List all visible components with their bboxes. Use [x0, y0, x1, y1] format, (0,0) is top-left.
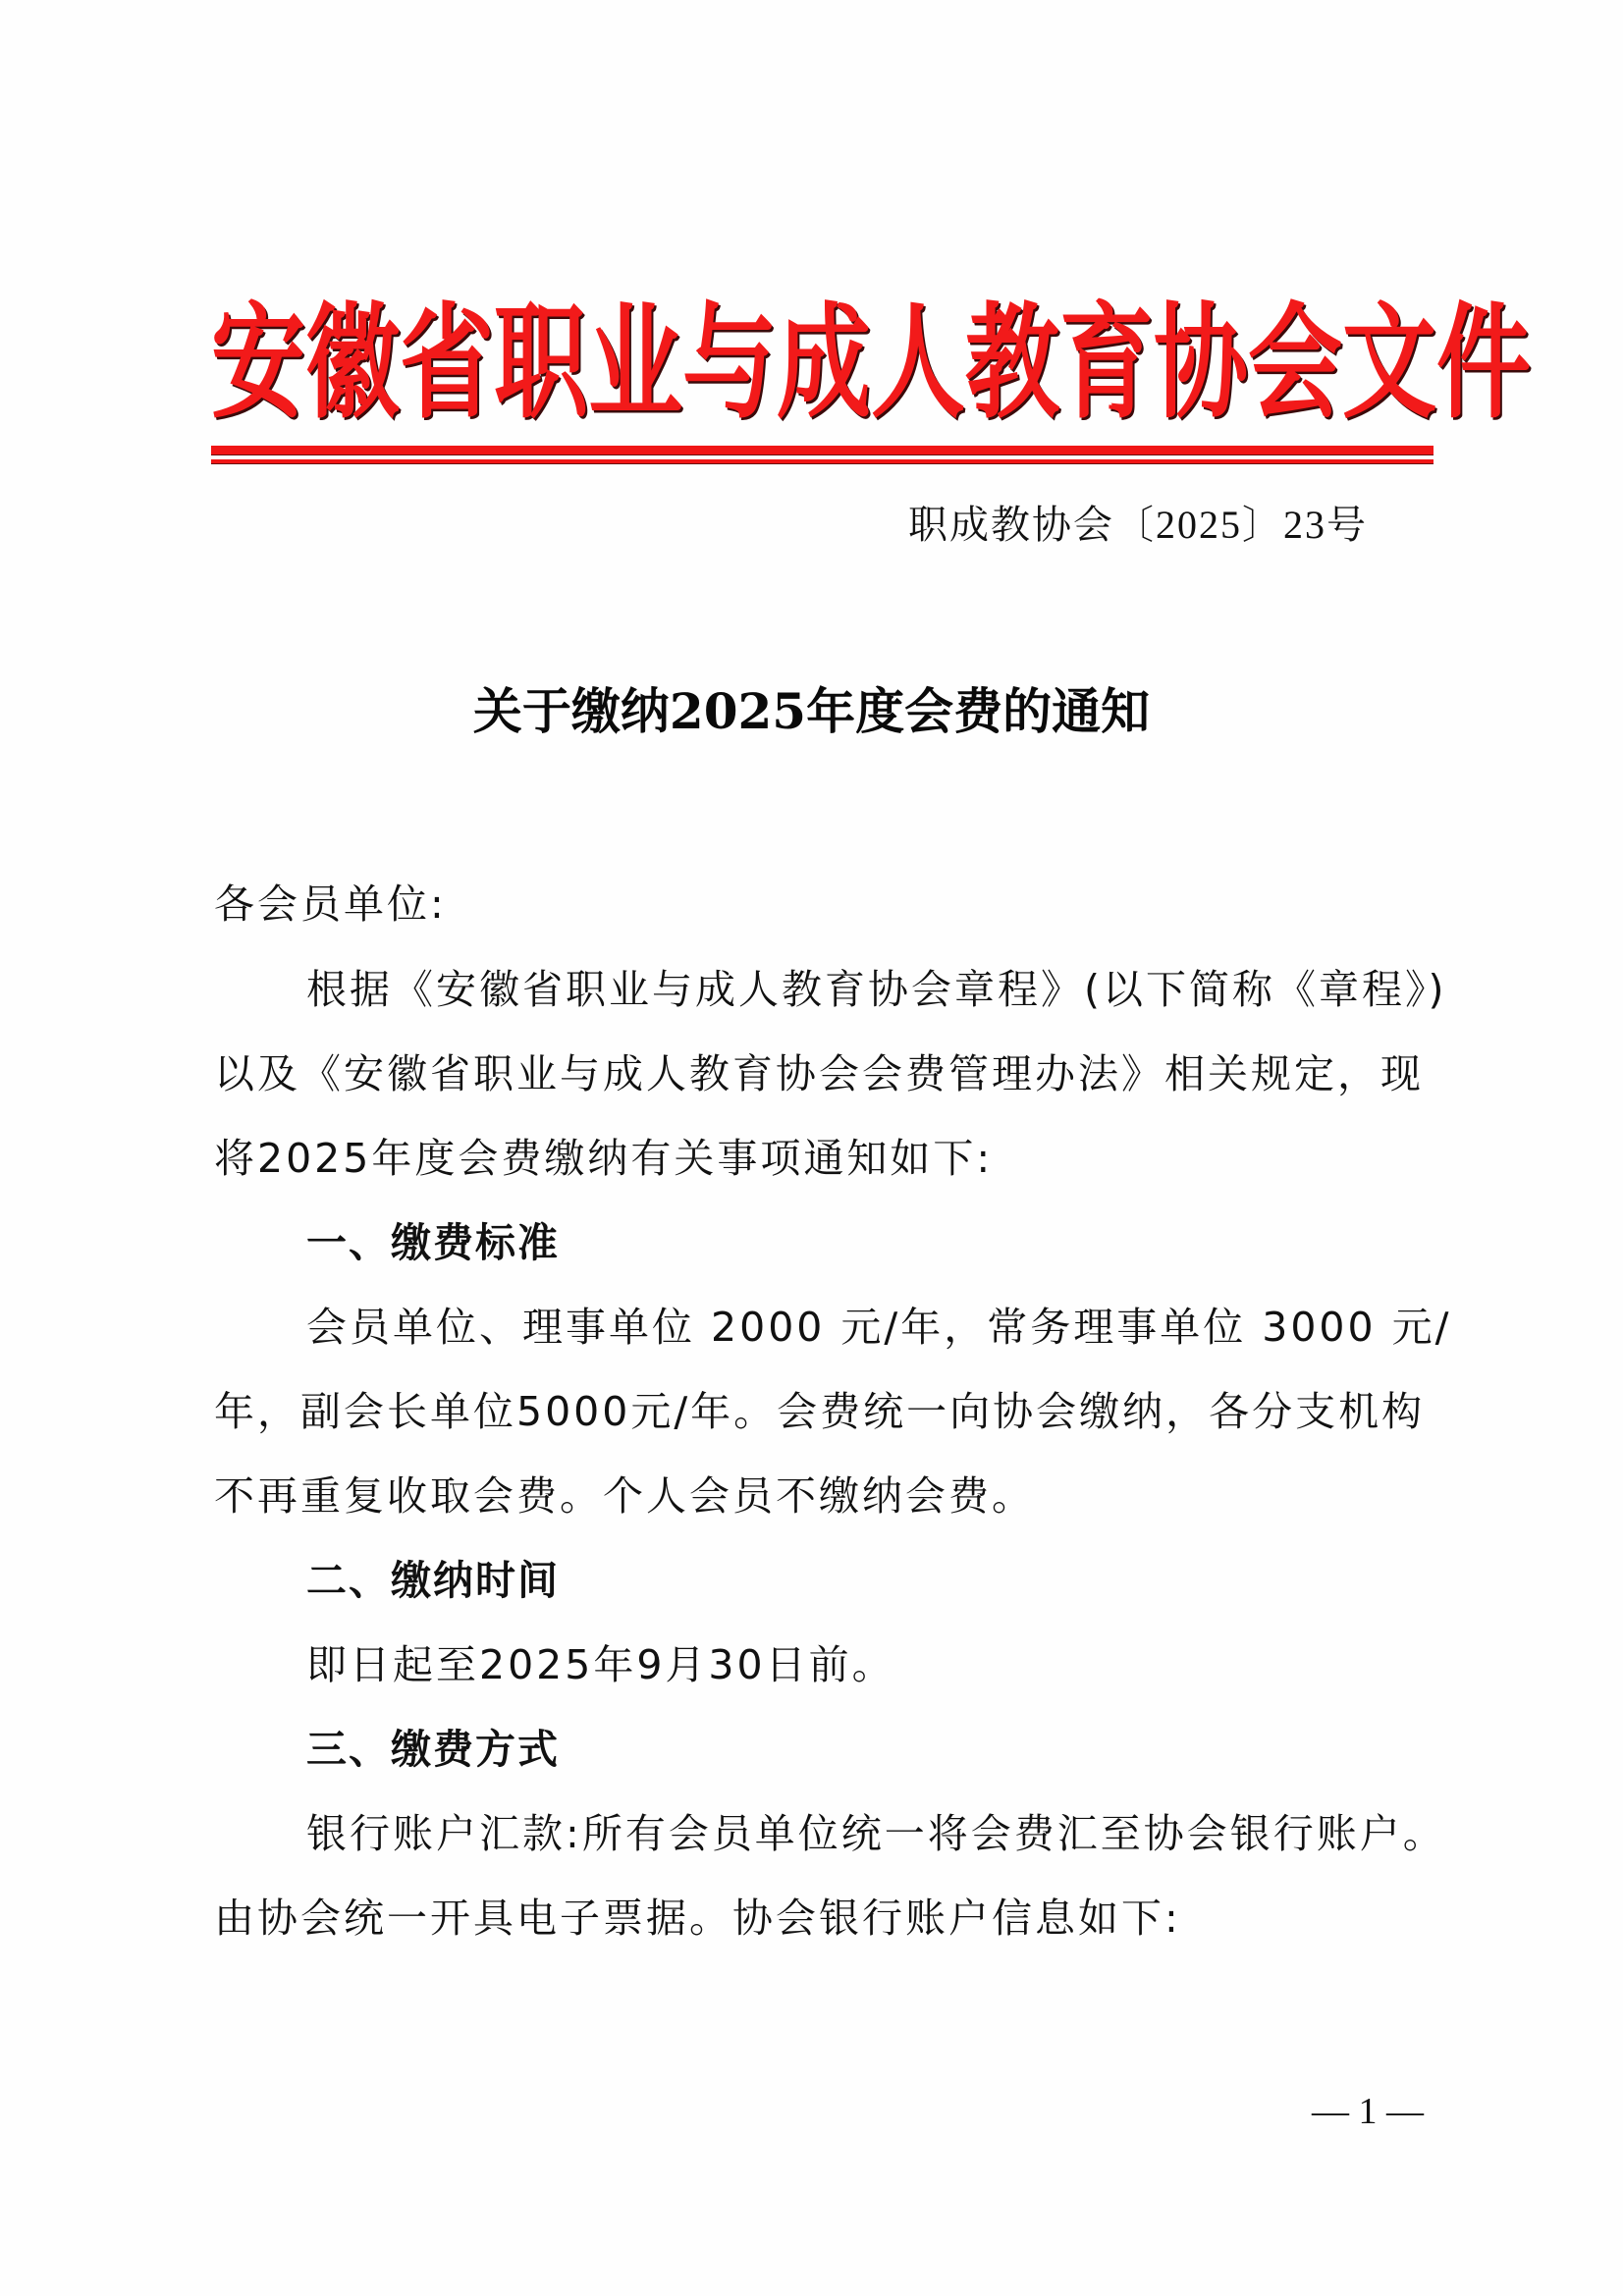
header-char: 业 — [588, 291, 682, 436]
header-char: 省 — [400, 291, 494, 436]
header-char: 与 — [682, 291, 777, 436]
document-title: 关于缴纳2025年度会费的通知 — [472, 682, 1151, 740]
header-char: 徽 — [305, 291, 400, 436]
header-char: 协 — [1154, 291, 1248, 436]
header-char: 安 — [211, 291, 305, 436]
org-file-header — [211, 291, 1531, 436]
header-char: 件 — [1436, 291, 1531, 436]
header-char: 会 — [1248, 291, 1342, 436]
section-heading-fee-standard: 一、缴费标准 — [306, 1219, 560, 1266]
header-char: 教 — [965, 291, 1059, 436]
paragraph-line: 根据《安徽省职业与成人教育协会章程》(以下简称《章程》) — [306, 966, 1447, 1013]
paragraph-line: 由协会统一开具电子票据。协会银行账户信息如下: — [214, 1895, 1181, 1942]
salutation: 各会员单位: — [214, 881, 447, 928]
header-char: 育 — [1059, 291, 1154, 436]
paragraph-line: 不再重复收取会费。个人会员不缴纳会费。 — [214, 1472, 1035, 1520]
paragraph-line: 以及《安徽省职业与成人教育协会会费管理办法》相关规定，现 — [214, 1050, 1424, 1097]
header-char: 人 — [871, 291, 965, 436]
header-char: 职 — [494, 291, 588, 436]
paragraph-line: 即日起至2025年9月30日前。 — [306, 1641, 895, 1688]
document-number: 职成教协会〔2025〕23号 — [908, 503, 1368, 547]
header-char: 文 — [1342, 291, 1436, 436]
red-header-rule-thick — [211, 446, 1434, 454]
header-char: 成 — [777, 291, 871, 436]
section-heading-payment-method: 三、缴费方式 — [306, 1726, 560, 1773]
section-heading-payment-time: 二、缴纳时间 — [306, 1557, 560, 1604]
paragraph-line: 会员单位、理事单位 2000 元/年，常务理事单位 3000 元/ — [306, 1304, 1452, 1351]
paragraph-line: 年，副会长单位5000元/年。会费统一向协会缴纳，各分支机构 — [214, 1388, 1426, 1435]
red-header-rule-thin — [211, 459, 1434, 463]
page-number: — 1 — — [1312, 2091, 1424, 2132]
paragraph-line: 银行账户汇款:所有会员单位统一将会费汇至协会银行账户。 — [306, 1810, 1446, 1857]
paragraph-line: 将2025年度会费缴纳有关事项通知如下: — [214, 1135, 994, 1182]
